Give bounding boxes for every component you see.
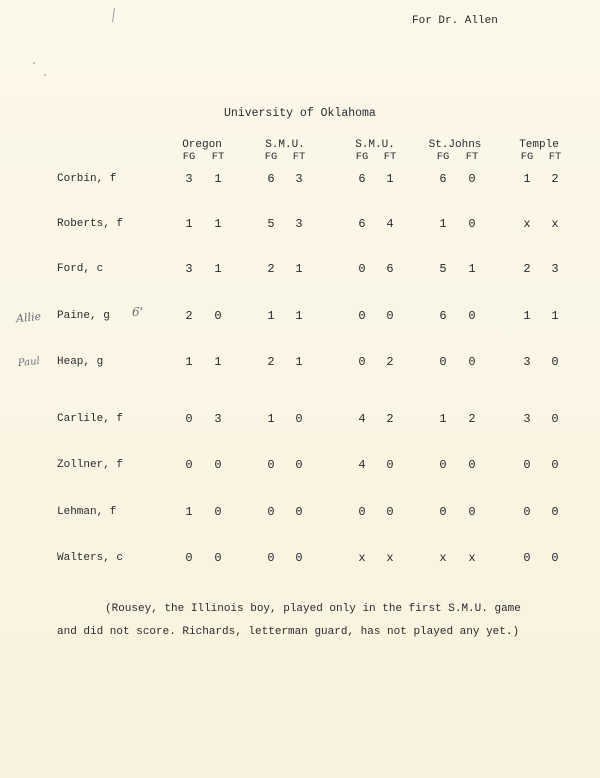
ft-value: 3 bbox=[295, 172, 303, 186]
team-header: S.M.U. bbox=[355, 139, 395, 151]
recipient-line: For Dr. Allen bbox=[412, 15, 498, 27]
fg-value: 1 bbox=[267, 412, 275, 426]
fg-value: 0 bbox=[523, 505, 531, 519]
ft-value: x bbox=[386, 551, 394, 565]
paper-speck bbox=[33, 62, 35, 64]
player-name: Heap, g bbox=[57, 356, 104, 368]
fg-value: 5 bbox=[439, 262, 447, 276]
fg-value: x bbox=[358, 551, 366, 565]
fg-value: 4 bbox=[358, 412, 366, 426]
fg-value: 1 bbox=[439, 217, 447, 231]
fg-value: 0 bbox=[267, 551, 275, 565]
fg-value: 2 bbox=[523, 262, 531, 276]
fg-value: 1 bbox=[185, 355, 193, 369]
ft-value: 4 bbox=[386, 217, 394, 231]
ft-value: 1 bbox=[295, 262, 303, 276]
ft-value: 0 bbox=[468, 355, 476, 369]
footnote-line-2: and did not score. Richards, letterman guard, has not played any yet.) bbox=[57, 626, 520, 638]
ft-value: 0 bbox=[551, 551, 559, 565]
ft-value: 1 bbox=[214, 355, 222, 369]
handwritten-height-paine: 6' bbox=[132, 305, 143, 319]
ft-header: FT bbox=[465, 151, 479, 163]
ft-value: x bbox=[468, 551, 476, 565]
ft-value: 1 bbox=[214, 172, 222, 186]
fg-value: 6 bbox=[267, 172, 275, 186]
fg-value: 1 bbox=[523, 309, 531, 323]
ft-value: 0 bbox=[295, 412, 303, 426]
ft-header: FT bbox=[383, 151, 397, 163]
footnote-line-1: (Rousey, the Illinois boy, played only in the first S.M.U. game bbox=[105, 603, 521, 615]
fg-value: 0 bbox=[358, 262, 366, 276]
fg-value: 1 bbox=[185, 505, 193, 519]
ft-value: 0 bbox=[214, 551, 222, 565]
handwritten-first-name-paine: Allie bbox=[15, 309, 42, 326]
fg-value: 0 bbox=[267, 458, 275, 472]
ft-header: FT bbox=[548, 151, 562, 163]
ft-value: 1 bbox=[214, 217, 222, 231]
ft-value: 0 bbox=[214, 505, 222, 519]
ft-value: 0 bbox=[214, 309, 222, 323]
ft-header: FT bbox=[211, 151, 225, 163]
fg-value: 1 bbox=[185, 217, 193, 231]
fg-value: 6 bbox=[439, 309, 447, 323]
fg-value: 5 bbox=[267, 217, 275, 231]
paper-speck bbox=[44, 74, 46, 76]
fg-value: 1 bbox=[267, 309, 275, 323]
ft-value: 0 bbox=[551, 505, 559, 519]
fg-value: 0 bbox=[523, 458, 531, 472]
fg-value: 0 bbox=[358, 309, 366, 323]
ft-value: 1 bbox=[295, 309, 303, 323]
fg-value: 6 bbox=[358, 172, 366, 186]
fg-value: x bbox=[439, 551, 447, 565]
player-name: Corbin, f bbox=[57, 173, 117, 185]
ft-value: 0 bbox=[386, 505, 394, 519]
fg-header: FG bbox=[436, 151, 450, 163]
fg-header: FG bbox=[182, 151, 196, 163]
ft-value: 0 bbox=[468, 217, 476, 231]
fg-value: 6 bbox=[358, 217, 366, 231]
fg-value: 2 bbox=[267, 355, 275, 369]
handwritten-first-name-heap: Paul bbox=[17, 355, 41, 370]
fg-value: 0 bbox=[185, 458, 193, 472]
ft-value: 1 bbox=[214, 262, 222, 276]
fg-value: 2 bbox=[267, 262, 275, 276]
player-name: Roberts, f bbox=[57, 218, 124, 230]
ft-value: 0 bbox=[551, 412, 559, 426]
team-header: Temple bbox=[519, 139, 559, 151]
player-name: Paine, g bbox=[57, 310, 110, 322]
ft-value: 1 bbox=[551, 309, 559, 323]
document-title: University of Oklahoma bbox=[224, 107, 376, 120]
ft-value: 6 bbox=[386, 262, 394, 276]
ft-value: 0 bbox=[551, 355, 559, 369]
team-header: S.M.U. bbox=[265, 139, 305, 151]
fg-header: FG bbox=[355, 151, 369, 163]
fg-value: x bbox=[523, 217, 531, 231]
fg-value: 0 bbox=[439, 505, 447, 519]
player-name: Walters, c bbox=[57, 552, 124, 564]
fg-value: 1 bbox=[439, 412, 447, 426]
fg-value: 0 bbox=[523, 551, 531, 565]
fg-header: FG bbox=[520, 151, 534, 163]
ft-value: 3 bbox=[551, 262, 559, 276]
ft-value: 0 bbox=[468, 172, 476, 186]
ft-value: 2 bbox=[551, 172, 559, 186]
fg-value: 0 bbox=[267, 505, 275, 519]
fg-value: 0 bbox=[358, 505, 366, 519]
ft-value: 0 bbox=[386, 309, 394, 323]
fg-value: 0 bbox=[358, 355, 366, 369]
ft-value: 0 bbox=[468, 458, 476, 472]
ft-value: 0 bbox=[295, 458, 303, 472]
player-name: Zollner, f bbox=[57, 459, 124, 471]
fg-value: 6 bbox=[439, 172, 447, 186]
ft-header: FT bbox=[292, 151, 306, 163]
ft-value: 1 bbox=[468, 262, 476, 276]
player-name: Ford, c bbox=[57, 263, 104, 275]
fg-header: FG bbox=[264, 151, 278, 163]
ft-value: 1 bbox=[295, 355, 303, 369]
ft-value: 3 bbox=[214, 412, 222, 426]
pencil-mark bbox=[112, 8, 115, 22]
ft-value: 0 bbox=[214, 458, 222, 472]
ft-value: 0 bbox=[386, 458, 394, 472]
fg-value: 0 bbox=[185, 412, 193, 426]
ft-value: 0 bbox=[468, 505, 476, 519]
fg-value: 2 bbox=[185, 309, 193, 323]
fg-value: 1 bbox=[523, 172, 531, 186]
ft-value: 2 bbox=[386, 355, 394, 369]
fg-value: 0 bbox=[185, 551, 193, 565]
fg-value: 3 bbox=[523, 355, 531, 369]
ft-value: 0 bbox=[295, 505, 303, 519]
ft-value: 0 bbox=[468, 309, 476, 323]
ft-value: 0 bbox=[551, 458, 559, 472]
team-header: Oregon bbox=[182, 139, 222, 151]
fg-value: 4 bbox=[358, 458, 366, 472]
fg-value: 3 bbox=[523, 412, 531, 426]
ft-value: 3 bbox=[295, 217, 303, 231]
team-header: St.Johns bbox=[428, 139, 482, 151]
fg-value: 0 bbox=[439, 355, 447, 369]
ft-value: 0 bbox=[295, 551, 303, 565]
fg-value: 0 bbox=[439, 458, 447, 472]
fg-value: 3 bbox=[185, 172, 193, 186]
ft-value: 1 bbox=[386, 172, 394, 186]
fg-value: 3 bbox=[185, 262, 193, 276]
ft-value: 2 bbox=[386, 412, 394, 426]
ft-value: 2 bbox=[468, 412, 476, 426]
ft-value: x bbox=[551, 217, 559, 231]
player-name: Carlile, f bbox=[57, 413, 124, 425]
player-name: Lehman, f bbox=[57, 506, 117, 518]
